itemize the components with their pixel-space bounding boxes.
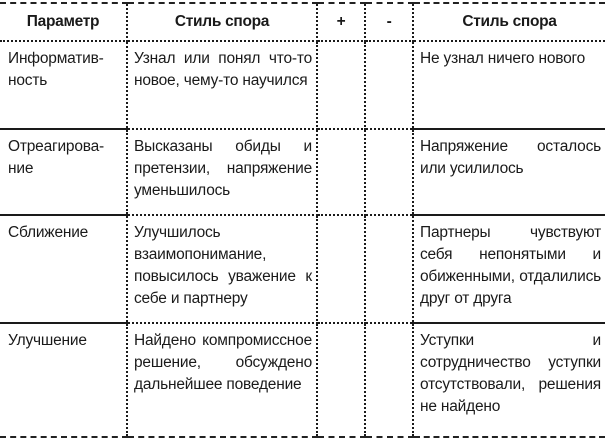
minus-cell[interactable] (365, 129, 413, 215)
positive-style-cell: Улучшилось взаимопонимание, повысилось уважение к себе и партнеру (127, 215, 317, 323)
table-row (0, 41, 605, 129)
plus-cell[interactable] (317, 129, 365, 215)
header-positive-style: Стиль спора (127, 3, 317, 41)
parameter-cell: Информатив-ность (0, 41, 127, 129)
negative-style-cell: Уступки и сотрудничество уступки отсутствовали, решения не найдено (413, 323, 605, 437)
header-plus: + (317, 3, 365, 41)
plus-cell[interactable] (317, 323, 365, 437)
table-row (0, 323, 605, 437)
header-row (0, 3, 605, 41)
argument-style-table (0, 2, 605, 438)
plus-cell[interactable] (317, 41, 365, 129)
positive-style-cell: Узнал или понял что-то новое, чему-то научился (127, 41, 317, 129)
header-negative-style: Стиль спора (413, 3, 605, 41)
minus-cell[interactable] (365, 215, 413, 323)
positive-style-cell: Высказаны обиды и претензии, напряжение уменьшилось (127, 129, 317, 215)
plus-cell[interactable] (317, 215, 365, 323)
negative-style-cell: Партнеры чувствуют себя непонятыми и обиженными, отдалились друг от друга (413, 215, 605, 323)
minus-cell[interactable] (365, 323, 413, 437)
header-minus: - (365, 3, 413, 41)
header-parameter: Параметр (0, 3, 127, 41)
table-row (0, 129, 605, 215)
negative-style-cell: Напряжение осталось или усилилось (413, 129, 605, 215)
negative-style-cell: Не узнал ничего нового (413, 41, 605, 129)
table-row (0, 215, 605, 323)
parameter-cell: Улучшение (0, 323, 127, 437)
parameter-cell: Отреагирова-ние (0, 129, 127, 215)
parameter-cell: Сближение (0, 215, 127, 323)
minus-cell[interactable] (365, 41, 413, 129)
positive-style-cell: Найдено компромиссное решение, обсуждено дальнейшее поведение (127, 323, 317, 437)
